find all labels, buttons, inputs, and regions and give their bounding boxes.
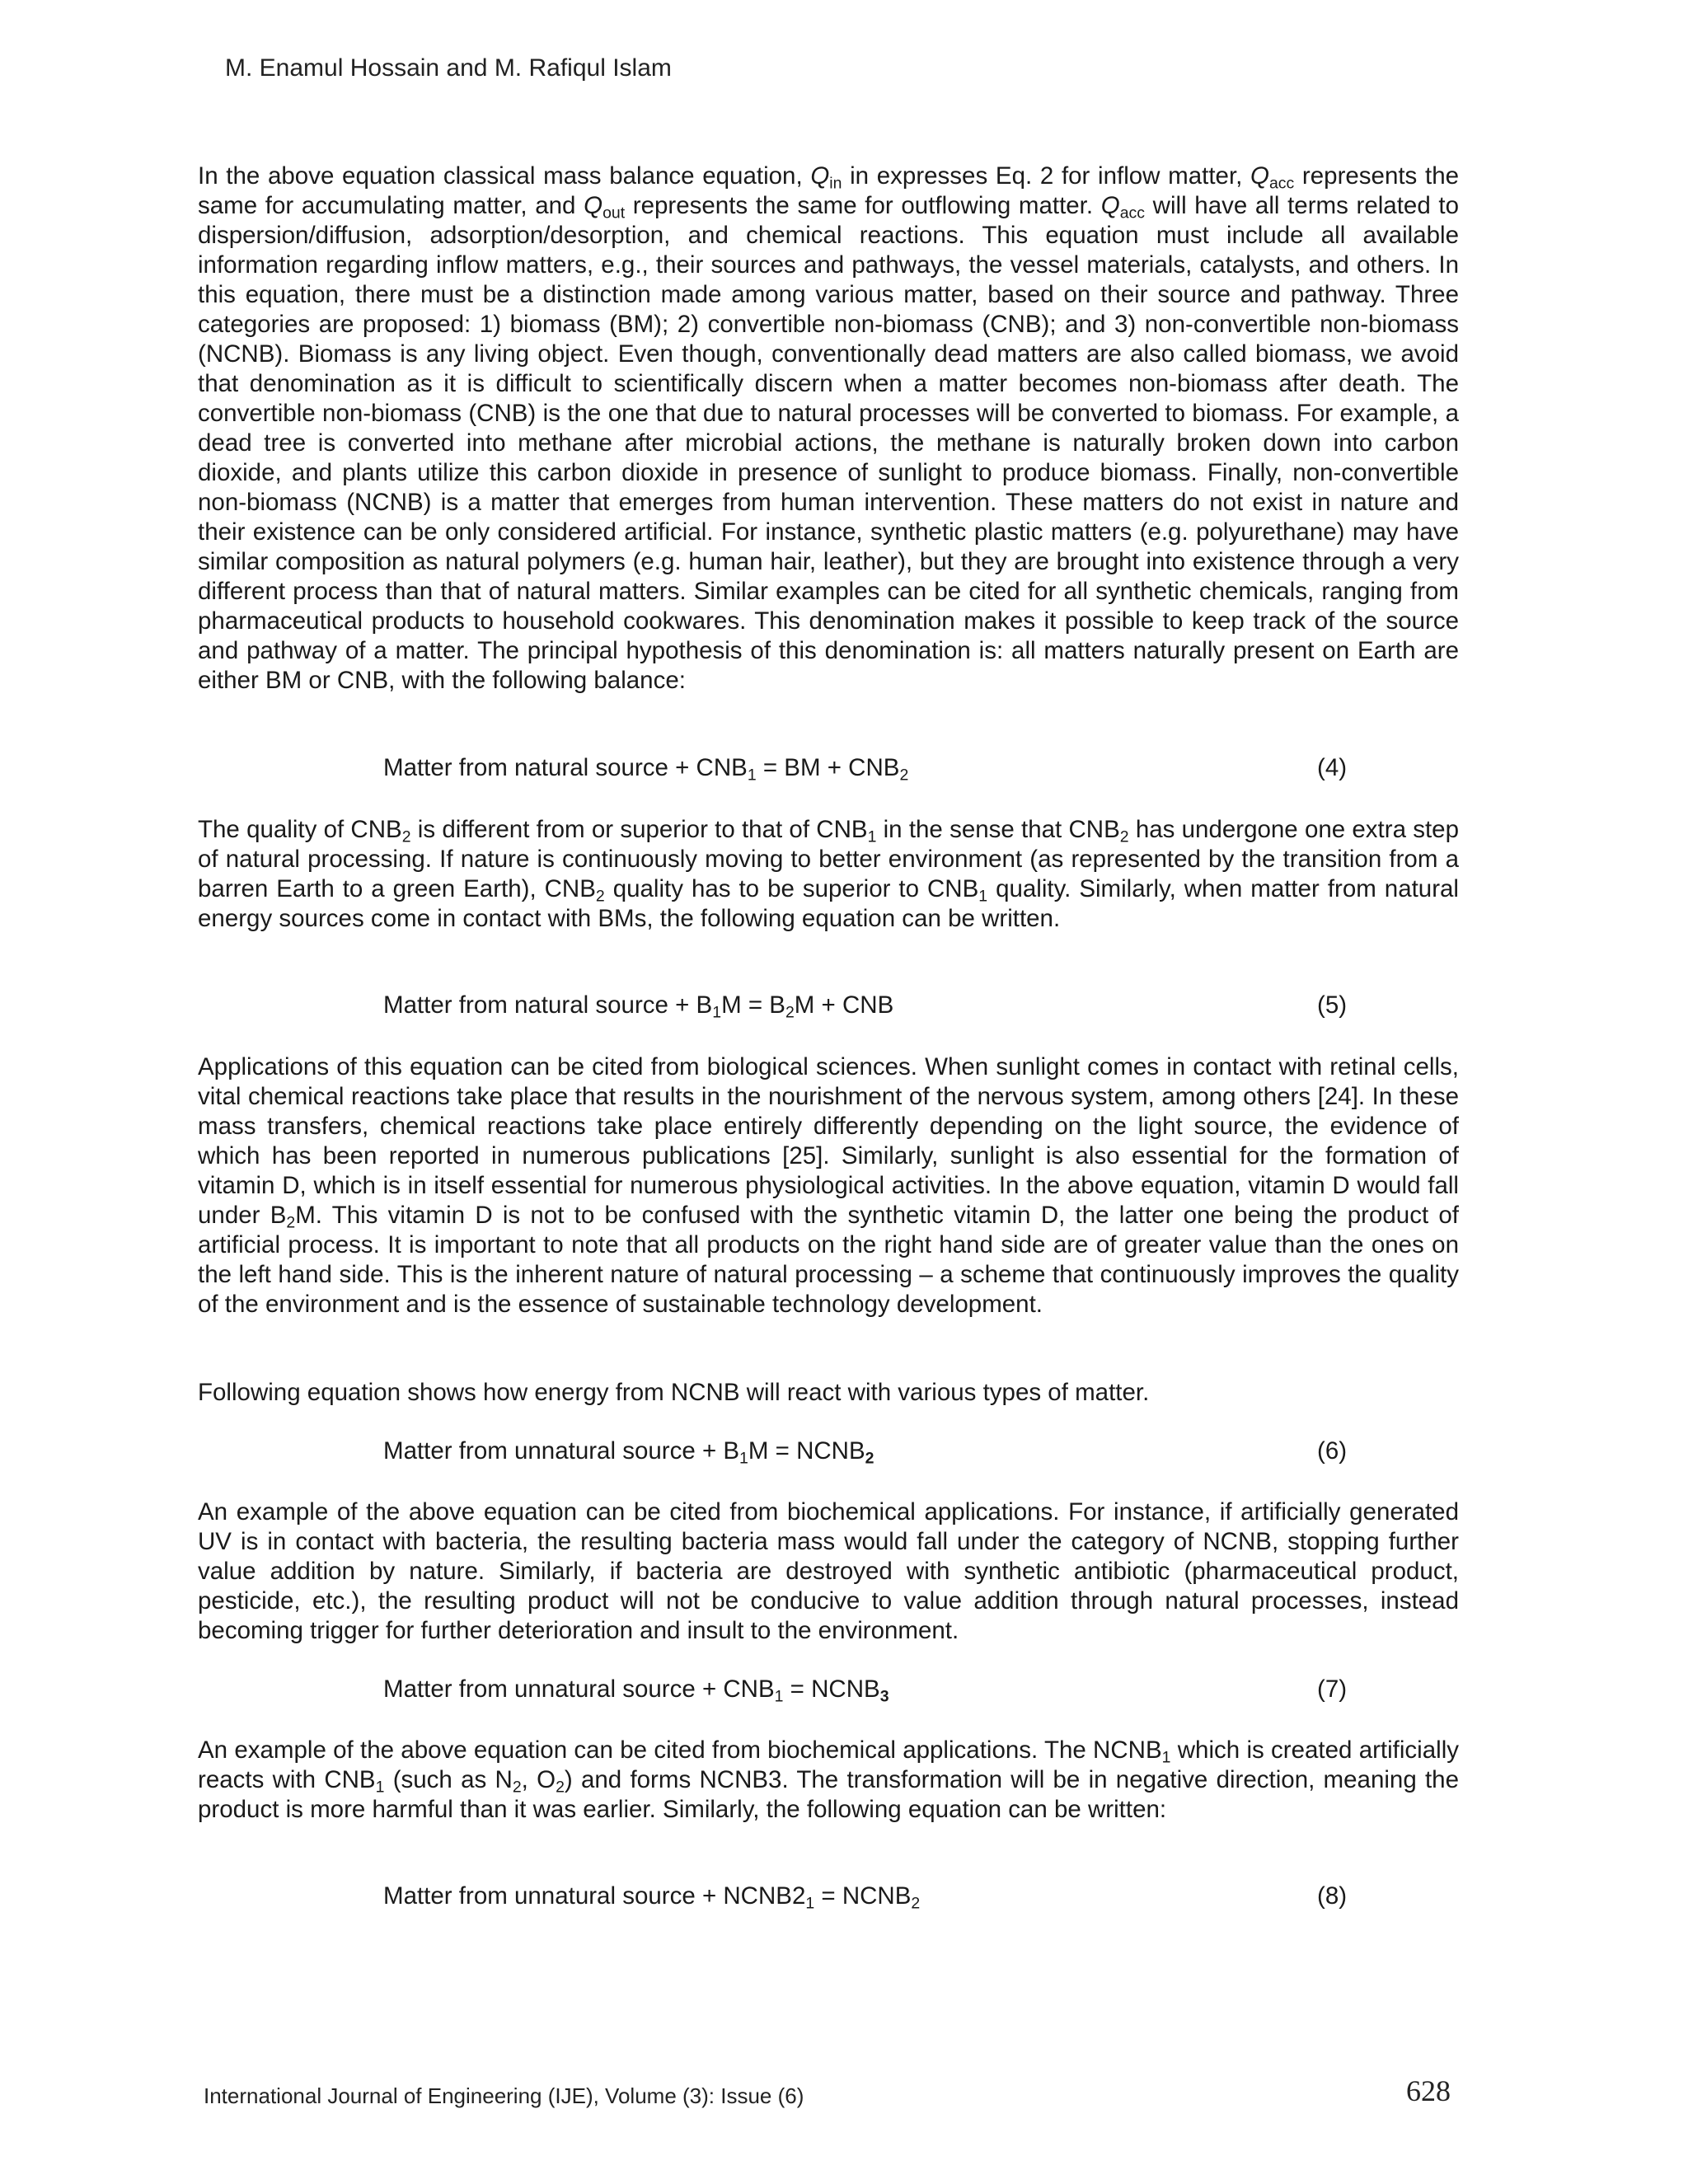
running-header: M. Enamul Hossain and M. Rafiqul Islam bbox=[225, 54, 672, 82]
page-number: 628 bbox=[1406, 2074, 1451, 2107]
equation-4 bbox=[383, 754, 909, 785]
eq-text: = NCNB bbox=[814, 1882, 912, 1910]
subscript: 2 bbox=[556, 1778, 565, 1797]
eq-text: Matter from natural source + B bbox=[383, 991, 713, 1019]
text-run: quality. Similarly, when matter from natural energy sources come in contact with BMs, the following equation can be written. bbox=[198, 875, 1459, 932]
equation-7 bbox=[383, 1675, 889, 1704]
subscript: 2 bbox=[1119, 827, 1129, 846]
subscript: 1 bbox=[375, 1778, 385, 1797]
equation-number: (7) bbox=[1317, 1675, 1348, 1703]
equation-5 bbox=[383, 991, 894, 1022]
paragraph-uv-bacteria: An example of the above equation can be cited from biochemical applications. For instance, if artificially generated UV is in contact with bacteria, the resulting bacteria mass would fall under the category of NCNB, stopping further value addition by nature. Similarly, if bacteria are destroyed with synthetic antibiotic (pharmaceutical product, pesticide, etc.), the resulting product will not be conducive to value addition through natural processes, instead becoming trigger for further deterioration and insult to the environment. bbox=[198, 1498, 1459, 1644]
text-run: in the sense that CNB bbox=[876, 816, 1120, 843]
subscript: 3 bbox=[879, 1687, 889, 1706]
subscript: 2 bbox=[911, 1894, 921, 1913]
symbol-q: Q bbox=[1250, 162, 1269, 190]
symbol-q: Q bbox=[1100, 192, 1120, 219]
eq-text: Matter from unnatural source + NCNB2 bbox=[383, 1882, 806, 1910]
text-run: quality has to be superior to CNB bbox=[604, 875, 979, 902]
eq-text: Matter from natural source + CNB bbox=[383, 754, 748, 781]
subscript: 1 bbox=[747, 766, 757, 785]
subscript: acc bbox=[1268, 174, 1295, 193]
subscript: 1 bbox=[978, 887, 988, 906]
subscript: 1 bbox=[867, 827, 877, 846]
subscript: 1 bbox=[739, 1449, 748, 1468]
eq-text: Matter from unnatural source + B bbox=[383, 1437, 740, 1465]
journal-footer: International Journal of Engineering (IJE), Volume (3): Issue (6) bbox=[204, 2083, 804, 2108]
eq-text: M + CNB bbox=[794, 991, 894, 1019]
equation-6 bbox=[383, 1437, 874, 1468]
text-run: Applications of this equation can be cited from biological sciences. When sunlight comes in contact with retinal cells, vital chemical reactions take place that results in the nourishment of the nervous system, among others [24]. In these mass transfers, chemical reactions take place entirely differently depending on the light source, the evidence of which has been reported in numerous publications [25]. Similarly, sunlight is also essential for the formation of vitamin D, which is in itself essential for numerous physiological activities. In the above equation, vitamin D would fall under B bbox=[198, 1053, 1459, 1229]
text-run: ) and forms NCNB3. The transformation will be in negative direction, meaning the product is more harmful than it was earlier. Similarly, the following equation can be written: bbox=[198, 1766, 1459, 1823]
text-run: has undergone one extra step of natural processing. If nature is continuously moving to better environment (as represented by the transition from a barren Earth to a green Earth), CNB bbox=[198, 816, 1459, 902]
subscript: 2 bbox=[286, 1213, 296, 1232]
text-run: An example of the above equation can be cited from biochemical applications. The NCNB bbox=[198, 1736, 1162, 1764]
subscript: 1 bbox=[712, 1003, 722, 1022]
paragraph-mass-balance bbox=[198, 162, 1459, 696]
text-run: is different from or superior to that of CNB bbox=[410, 816, 868, 843]
text-run: represents the same for outflowing matter. bbox=[625, 192, 1101, 219]
text-run: in expresses Eq. 2 for inflow matter, bbox=[842, 162, 1251, 190]
subscript: 2 bbox=[512, 1778, 522, 1797]
text-run: The quality of CNB bbox=[198, 816, 402, 843]
eq-text: Matter from unnatural source + CNB bbox=[383, 1675, 775, 1703]
subscript: 1 bbox=[1161, 1748, 1171, 1767]
equation-number: (6) bbox=[1317, 1437, 1348, 1465]
text-run: which is created artificially reacts with CNB bbox=[198, 1736, 1459, 1793]
eq-text: M = NCNB bbox=[748, 1437, 865, 1465]
equation-number: (5) bbox=[1317, 991, 1348, 1019]
equation-number: (4) bbox=[1317, 754, 1348, 781]
subscript: 1 bbox=[805, 1894, 815, 1913]
subscript: 2 bbox=[785, 1003, 795, 1022]
eq-text: = NCNB bbox=[783, 1675, 880, 1703]
eq-text: M = B bbox=[721, 991, 785, 1019]
eq-text: = BM + CNB bbox=[756, 754, 900, 781]
subscript: acc bbox=[1119, 204, 1145, 223]
paragraph-biological-applications bbox=[198, 1052, 1459, 1319]
equation-8 bbox=[383, 1882, 921, 1913]
symbol-q: Q bbox=[810, 162, 830, 190]
paragraph-ncnb-energy: Following equation shows how energy from NCNB will react with various types of matter. bbox=[198, 1379, 1150, 1406]
text-run: will have all terms related to dispersion/diffusion, adsorption/desorption, and chemical reactions. This equation must include all available information regarding inflow matters, e.g., their sources and pathways, the vessel materials, catalysts, and others. In this equation, there must be a distinction made among various matter, based on their source and pathway. Three categories are proposed: 1) biomass (BM); 2) convertible non-biomass (CNB); and 3) non-convertible non-biomass (NCNB). Biomass is any living object. Even though, conventionally dead matters are also called biomass, we avoid that denomination as it is difficult to scientifically discern when a matter becomes non-biomass after death. The convertible non-biomass (CNB) is the one that due to natural processes will be converted to biomass. For example, a dead tree is converted into methane after microbial actions, the methane is naturally broken down into carbon dioxide, and plants utilize this carbon dioxide in presence of sunlight to produce biomass. Finally, non-convertible non-biomass (NCNB) is a matter that emerges from human intervention. These matters do not exist in nature and their existence can be only considered artificial. For instance, synthetic plastic matters (e.g. polyurethane) may have similar composition as natural polymers (e.g. human hair, leather), but they are brought into existence through a very different process than that of natural matters. Similar examples can be cited for all synthetic chemicals, ranging from pharmaceutical products to household cookwares. This denomination makes it possible to keep track of the source and pathway of a matter. The principal hypothesis of this denomination is: all matters naturally present on Earth are either BM or CNB, with the following balance: bbox=[198, 192, 1459, 694]
subscript: 2 bbox=[865, 1449, 874, 1468]
subscript: out bbox=[603, 204, 626, 223]
text-run: M. This vitamin D is not to be confused with the synthetic vitamin D, the latter one being the product of artificial process. It is important to note that all products on the right hand side are of greater value than the ones on the left hand side. This is the inherent nature of natural processing – a scheme that continuously improves the quality of the environment and is the essence of sustainable technology development. bbox=[198, 1202, 1459, 1318]
equation-number: (8) bbox=[1317, 1882, 1348, 1910]
text-run: (such as N bbox=[384, 1766, 513, 1793]
subscript: 2 bbox=[595, 887, 605, 906]
subscript: 2 bbox=[401, 827, 411, 846]
subscript: in bbox=[829, 174, 842, 193]
symbol-q: Q bbox=[584, 192, 603, 219]
text-run: represents the same for accumulating matter, and bbox=[198, 162, 1460, 219]
text-run: In the above equation classical mass balance equation, bbox=[198, 162, 811, 190]
paragraph-ncnb-reaction bbox=[198, 1736, 1459, 1825]
subscript: 1 bbox=[774, 1687, 784, 1706]
subscript: 2 bbox=[899, 766, 909, 785]
text-run: , O bbox=[521, 1766, 556, 1793]
paragraph-cnb-quality bbox=[198, 815, 1459, 934]
